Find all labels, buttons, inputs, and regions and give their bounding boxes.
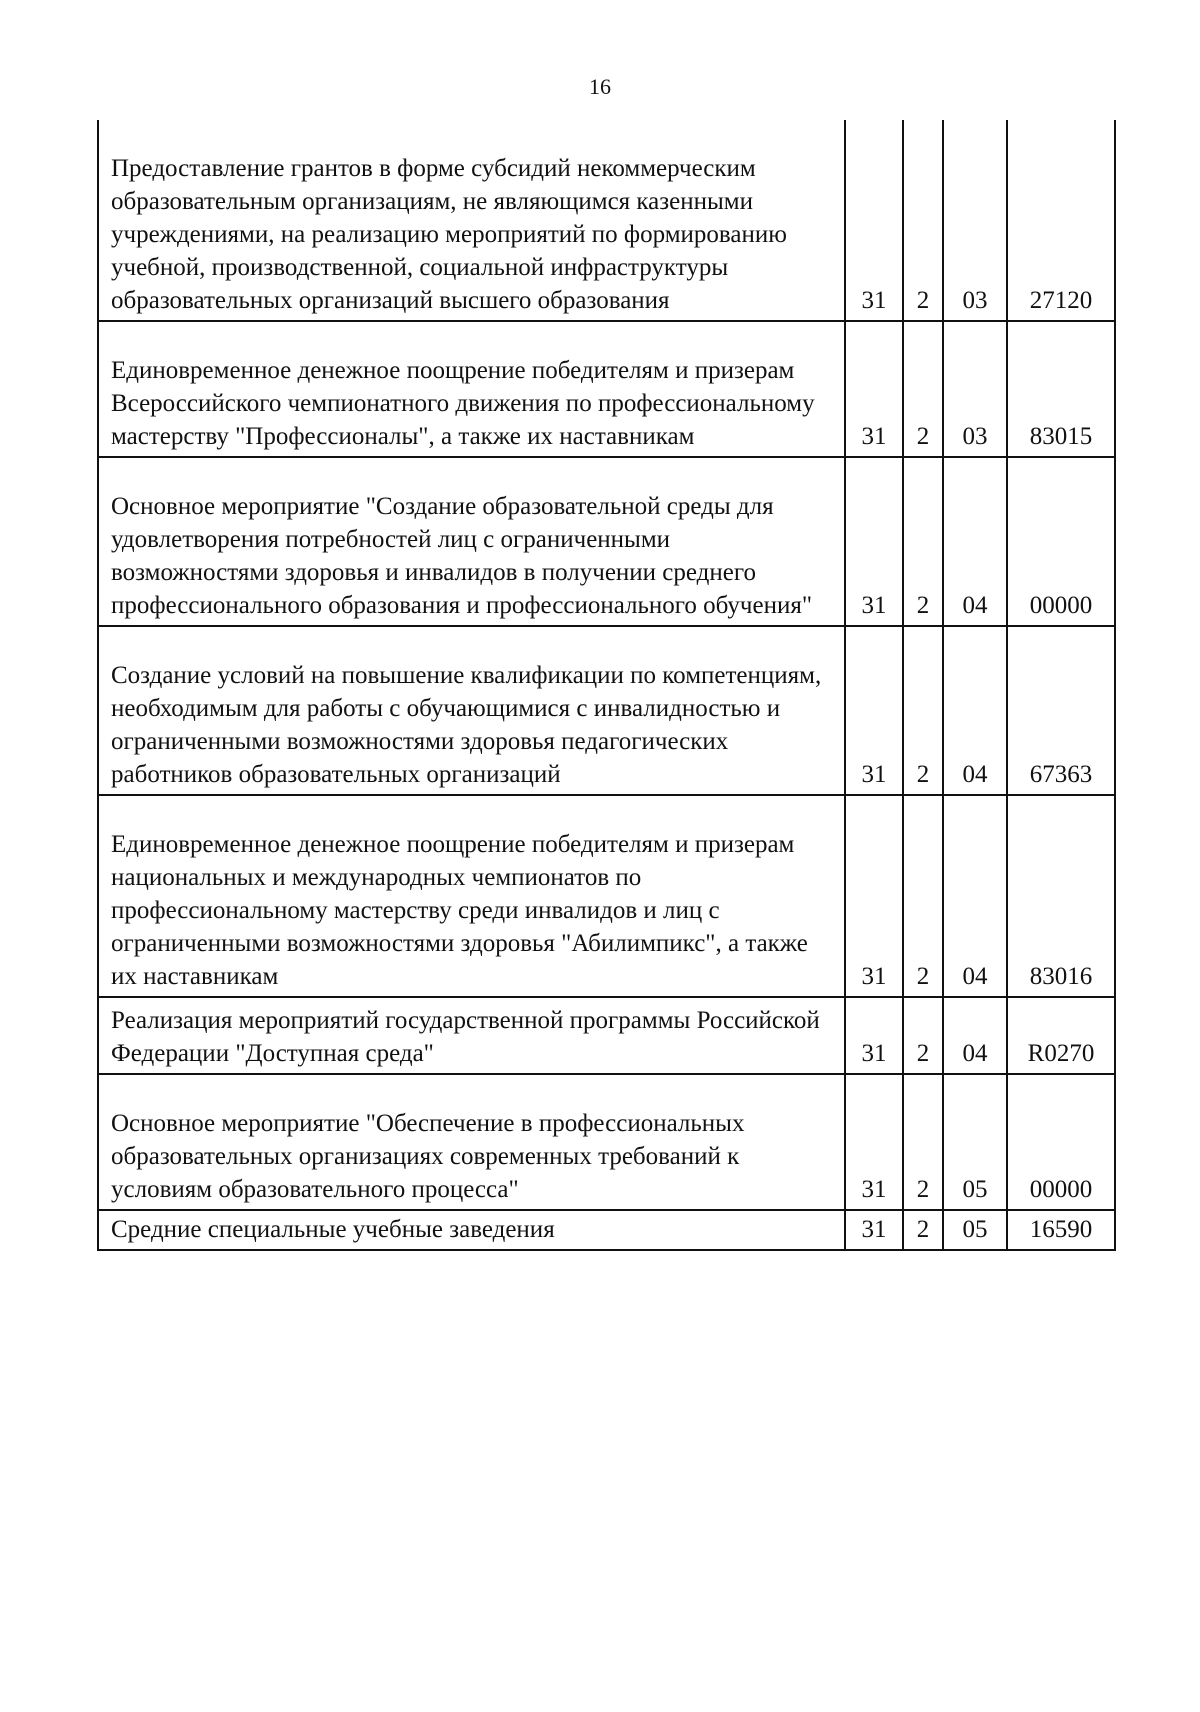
code-cell: 2	[903, 626, 943, 795]
code-cell: 31	[845, 997, 903, 1074]
page-number: 16	[589, 74, 611, 99]
table-row	[98, 120, 1115, 321]
code-cell: 31	[845, 795, 903, 997]
code-cell: 03	[943, 120, 1007, 321]
row-description: Предоставление грантов в форме субсидий некоммерческим образовательным организациям, не являющимся казенными учреждениями, на реализацию мероприятий по формированию учебной, производственной, социальной инфраструктуры образовательных организаций высшего образования	[98, 120, 845, 321]
code-cell: 31	[845, 1210, 903, 1250]
row-description: Средние специальные учебные заведения	[98, 1210, 845, 1250]
code-cell: 31	[845, 120, 903, 321]
code-cell: 67363	[1007, 626, 1115, 795]
table-row	[98, 321, 1115, 457]
table-row	[98, 997, 1115, 1074]
code-cell: 31	[845, 1074, 903, 1210]
table-row	[98, 457, 1115, 626]
code-cell: 2	[903, 795, 943, 997]
code-cell: 05	[943, 1210, 1007, 1250]
row-description: Единовременное денежное поощрение победителям и призерам Всероссийского чемпионатного движения по профессиональному мастерству "Профессионалы", а также их наставникам	[98, 321, 845, 457]
code-cell: 04	[943, 997, 1007, 1074]
code-cell: 04	[943, 795, 1007, 997]
code-cell: 04	[943, 626, 1007, 795]
code-cell: 00000	[1007, 457, 1115, 626]
code-cell: 03	[943, 321, 1007, 457]
code-cell: 27120	[1007, 120, 1115, 321]
row-description: Единовременное денежное поощрение победителям и призерам национальных и международных чемпионатов по профессиональному мастерству среди инвалидов и лиц с ограниченными возможностями здоровья "Абилимпикс", а также их наставникам	[98, 795, 845, 997]
row-description: Реализация мероприятий государственной программы Российской Федерации "Доступная среда"	[98, 997, 845, 1074]
code-cell: 05	[943, 1074, 1007, 1210]
table-row	[98, 795, 1115, 997]
code-cell: 31	[845, 457, 903, 626]
code-cell: 2	[903, 457, 943, 626]
table-row	[98, 626, 1115, 795]
code-cell: 83015	[1007, 321, 1115, 457]
table-row	[98, 1074, 1115, 1210]
code-cell: 31	[845, 321, 903, 457]
row-description: Основное мероприятие "Обеспечение в профессиональных образовательных организациях современных требований к условиям образовательного процесса"	[98, 1074, 845, 1210]
code-cell: 2	[903, 1210, 943, 1250]
code-cell: 2	[903, 997, 943, 1074]
code-cell: 16590	[1007, 1210, 1115, 1250]
code-cell: 83016	[1007, 795, 1115, 997]
table-row	[98, 1210, 1115, 1250]
code-cell: R0270	[1007, 997, 1115, 1074]
code-cell: 04	[943, 457, 1007, 626]
code-cell: 2	[903, 120, 943, 321]
code-cell: 2	[903, 1074, 943, 1210]
row-description: Создание условий на повышение квалификации по компетенциям, необходимым для работы с обучающимися с инвалидностью и ограниченными возможностями здоровья педагогических работников образовательных организаций	[98, 626, 845, 795]
code-cell: 00000	[1007, 1074, 1115, 1210]
row-description: Основное мероприятие "Создание образовательной среды для удовлетворения потребностей лиц с ограниченными возможностями здоровья и инвалидов в получении среднего профессионального образования и профессионального обучения"	[98, 457, 845, 626]
code-cell: 2	[903, 321, 943, 457]
budget-classification-table	[97, 120, 1116, 1251]
code-cell: 31	[845, 626, 903, 795]
